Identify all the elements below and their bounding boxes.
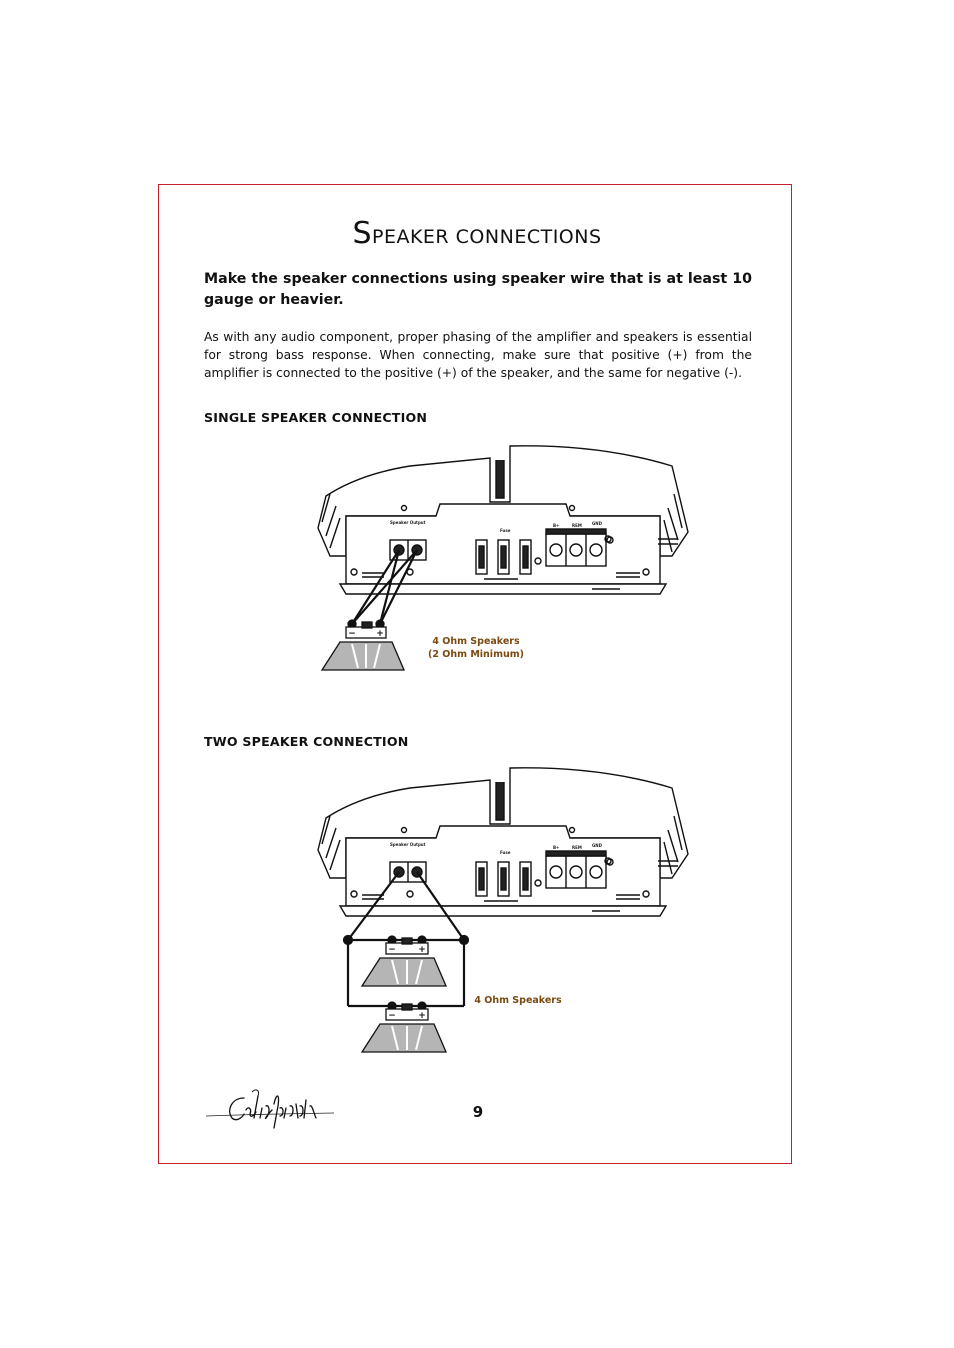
lead-paragraph: Make the speaker connections using speaker wire that is at least 10 gauge or heavier. <box>204 271 752 308</box>
speaker-output-label: Speaker Output <box>390 520 426 525</box>
gnd-label: GND <box>592 521 602 526</box>
negative-terminal-sign-2: − <box>388 1011 396 1021</box>
negative-terminal-sign-1: − <box>388 945 396 955</box>
b-plus-label-2: B+ <box>553 845 560 850</box>
speaker-output-label-2: Speaker Output <box>390 842 426 847</box>
positive-terminal-sign: + <box>376 629 384 639</box>
title-rest: PEAKER CONNECTIONS <box>372 226 602 248</box>
double-caption: 4 Ohm Speakers <box>474 995 562 1006</box>
positive-terminal-sign-1: + <box>418 945 426 955</box>
fuse-label: Fuse <box>500 528 511 533</box>
speaker-illustration-1 <box>362 936 446 986</box>
positive-terminal-sign-2: + <box>418 1011 426 1021</box>
amplifier-illustration <box>318 446 688 594</box>
rem-label-2: REM <box>572 845 582 850</box>
single-speaker-diagram <box>300 436 700 706</box>
two-speaker-diagram <box>300 758 700 1063</box>
negative-terminal-sign: − <box>348 629 356 639</box>
fuse-label-2: Fuse <box>500 850 511 855</box>
rem-label: REM <box>572 523 582 528</box>
single-caption-line1: 4 Ohm Speakers <box>432 636 520 647</box>
gnd-label-2: GND <box>592 843 602 848</box>
title-initial: S <box>352 216 372 251</box>
speaker-illustration <box>322 620 404 670</box>
single-caption-line2: (2 Ohm Minimum) <box>428 649 524 660</box>
amplifier-illustration-2 <box>318 768 688 916</box>
two-speaker-heading: TWO SPEAKER CONNECTION <box>204 734 409 749</box>
california-signature-logo-icon <box>204 1084 340 1134</box>
body-paragraph: As with any audio component, proper phasing of the amplifier and speakers is essential for strong bass response. When connecting, make sure that positive (+) from the amplifier is connected to the positive (+) of the speaker, and the same for negative (-). <box>204 330 752 380</box>
page-number: 9 <box>472 1103 484 1121</box>
b-plus-label: B+ <box>553 523 560 528</box>
speaker-illustration-2 <box>362 1002 446 1052</box>
single-speaker-heading: SINGLE SPEAKER CONNECTION <box>204 410 428 425</box>
page-title <box>0 216 954 251</box>
